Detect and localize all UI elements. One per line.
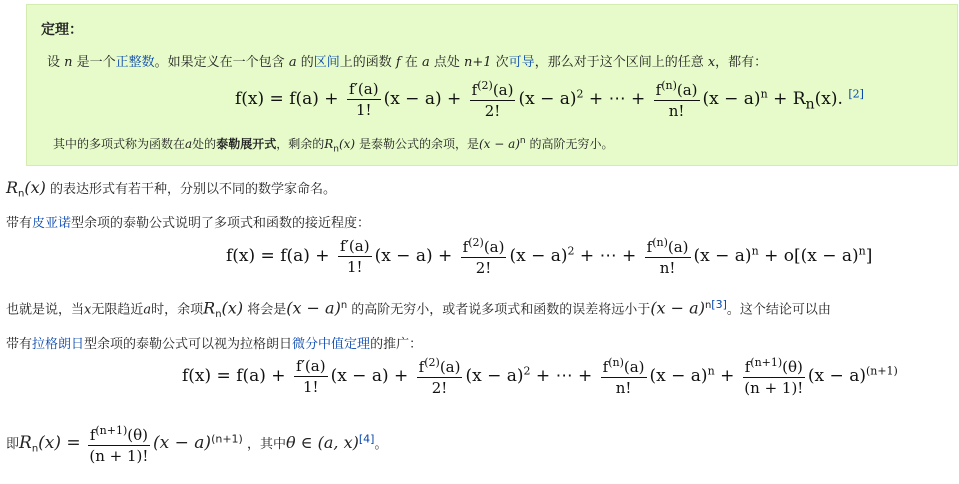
para-lagrange-remainder bbox=[6, 424, 387, 465]
denominator: 2! bbox=[431, 379, 448, 397]
ref-link[interactable]: [3] bbox=[711, 298, 727, 311]
note-rn-arg: (x) bbox=[338, 137, 356, 151]
theorem-title bbox=[41, 19, 83, 39]
term: (x − a) bbox=[518, 89, 577, 109]
para-text: 即 bbox=[6, 437, 20, 452]
numerator bbox=[601, 356, 647, 378]
fraction bbox=[417, 356, 463, 397]
link-interval[interactable]: 区间 bbox=[313, 55, 340, 70]
link-differentiable[interactable]: 可导 bbox=[508, 55, 535, 70]
denominator: n! bbox=[668, 102, 685, 120]
rn-arg: (x) bbox=[24, 178, 46, 197]
denominator: 2! bbox=[475, 259, 492, 277]
para-meaning bbox=[6, 298, 831, 320]
dots: + ⋯ + bbox=[588, 89, 646, 109]
little-o-term: + o[(x − a) bbox=[764, 246, 859, 266]
condition: θ ∈ (a, x) bbox=[286, 433, 359, 452]
intro-text: 在 bbox=[400, 55, 422, 70]
theorem-box bbox=[26, 4, 958, 166]
num-arg: (a) bbox=[676, 81, 698, 99]
num-f: f bbox=[89, 426, 96, 444]
link-positive-integer[interactable]: 正整数 bbox=[115, 55, 155, 70]
fraction bbox=[294, 357, 328, 396]
exponent: 2 bbox=[523, 364, 531, 378]
power-sup: n bbox=[340, 300, 348, 311]
para-text: 将会是 bbox=[243, 302, 287, 318]
term: (x − a) bbox=[693, 246, 752, 266]
num-arg: (a) bbox=[667, 238, 689, 256]
intro-text: 是一个 bbox=[72, 55, 116, 70]
rn-sub: n bbox=[215, 308, 222, 320]
exponent: 2 bbox=[567, 244, 575, 258]
fraction bbox=[470, 79, 516, 120]
para-text: 无限趋近 bbox=[91, 302, 144, 318]
num-sup: (2) bbox=[468, 236, 484, 249]
numerator bbox=[645, 236, 691, 258]
intro-text: 点处 bbox=[429, 55, 464, 70]
remainder: + R bbox=[773, 89, 806, 109]
theorem-title-text: 定理 bbox=[41, 22, 69, 38]
term: (x − a) bbox=[649, 366, 708, 386]
num-f: f bbox=[655, 81, 662, 99]
fraction bbox=[347, 80, 381, 119]
theorem-intro bbox=[47, 51, 767, 70]
fraction bbox=[645, 236, 691, 277]
formula-lhs: f(x) = f(a) + bbox=[226, 246, 330, 266]
intro-text: 次 bbox=[491, 55, 509, 70]
rn-symbol: R bbox=[6, 178, 19, 197]
denominator: (n + 1)! bbox=[89, 447, 149, 465]
intro-text: 设 bbox=[47, 55, 65, 70]
term: (x − a) bbox=[509, 246, 568, 266]
denominator: 2! bbox=[484, 102, 501, 120]
para-text: ，其中 bbox=[246, 437, 286, 452]
para-text: 的推广： bbox=[370, 337, 423, 352]
note-text: 处的 bbox=[192, 137, 217, 151]
denominator: 1! bbox=[346, 258, 363, 276]
var-x: x bbox=[84, 302, 92, 318]
denominator: n! bbox=[615, 379, 632, 397]
note-rn: R bbox=[324, 137, 334, 151]
numerator bbox=[654, 79, 700, 101]
denominator: (n + 1)! bbox=[744, 379, 804, 397]
link-peano[interactable]: 皮亚诺 bbox=[32, 216, 72, 231]
para-text: 带有 bbox=[6, 337, 33, 352]
formula-taylor-remainder bbox=[235, 79, 864, 120]
para-text: 。 bbox=[374, 437, 388, 452]
plus: + bbox=[720, 366, 735, 386]
num-arg: (a) bbox=[483, 238, 505, 256]
intro-text: ，都有： bbox=[715, 55, 768, 70]
intro-text: 上的函数 bbox=[339, 55, 396, 70]
term: (x − a) + bbox=[383, 89, 462, 109]
para-remainder-forms bbox=[6, 178, 336, 200]
denominator: 1! bbox=[302, 378, 319, 396]
num-arg: (θ) bbox=[127, 426, 149, 444]
intro-var-a: a bbox=[288, 55, 297, 70]
term: (x − a) bbox=[153, 433, 212, 453]
numerator bbox=[417, 356, 463, 378]
para-text: 时，余项 bbox=[151, 302, 204, 318]
link-mean-value-theorem[interactable]: 微分中值定理 bbox=[292, 337, 371, 352]
para-text: 型余项的泰勒公式可以视为拉格朗日 bbox=[84, 337, 293, 352]
remainder-arg: (x). bbox=[814, 89, 843, 109]
numerator bbox=[743, 356, 805, 378]
ref-link[interactable]: [4] bbox=[358, 432, 375, 446]
num-sup: (n) bbox=[661, 79, 677, 92]
exponent: n bbox=[751, 244, 759, 258]
formula-peano bbox=[226, 236, 872, 277]
note-rn-sub: n bbox=[333, 144, 339, 155]
rn-symbol: R bbox=[203, 298, 216, 318]
para-text: 的表达形式有若干种，分别以不同的数学家命名。 bbox=[45, 182, 337, 197]
term: (x − a) + bbox=[374, 246, 453, 266]
formula-lagrange bbox=[182, 356, 898, 397]
num-f: f bbox=[418, 358, 425, 376]
exponent: n bbox=[760, 87, 768, 101]
num-sup: (2) bbox=[424, 356, 440, 369]
intro-var-n1: n+1 bbox=[463, 55, 492, 70]
num-sup: (n) bbox=[652, 236, 668, 249]
para-text: 带有 bbox=[6, 216, 33, 231]
power-term: (x − a) bbox=[650, 298, 705, 318]
var-a: a bbox=[143, 302, 152, 318]
num-sup: (n) bbox=[608, 356, 624, 369]
exponent: (n+1) bbox=[211, 432, 243, 446]
rn-arg: (x) bbox=[221, 298, 244, 318]
bracket-close: ] bbox=[865, 246, 873, 266]
exponent: 2 bbox=[576, 87, 584, 101]
term: (x − a) bbox=[465, 366, 524, 386]
para-peano bbox=[6, 212, 370, 231]
note-text: 的高阶无穷小。 bbox=[525, 137, 614, 151]
num-f: f bbox=[462, 238, 469, 256]
fraction bbox=[461, 236, 507, 277]
power-term: (x − a) bbox=[286, 298, 341, 318]
numerator bbox=[470, 79, 516, 101]
rn-sub: n bbox=[31, 443, 39, 455]
rn-sub: n bbox=[18, 188, 25, 200]
theorem-title-colon: ： bbox=[69, 22, 83, 38]
remainder-sub: n bbox=[805, 96, 815, 113]
exponent: n bbox=[858, 244, 866, 258]
num-sup: (n+1) bbox=[95, 424, 128, 437]
intro-var-n: n bbox=[64, 55, 73, 70]
num-f: f bbox=[744, 358, 751, 376]
note-var-a: a bbox=[185, 137, 193, 151]
note-bold-term: 泰勒展开式 bbox=[216, 137, 277, 151]
num-f: f bbox=[646, 238, 653, 256]
numerator bbox=[88, 424, 150, 446]
num-sup: (n+1) bbox=[750, 356, 783, 369]
fraction bbox=[654, 79, 700, 120]
intro-var-a: a bbox=[421, 55, 430, 70]
note-text: 其中的多项式称为函数在 bbox=[53, 137, 186, 151]
fraction bbox=[601, 356, 647, 397]
intro-var-f: f bbox=[395, 55, 401, 70]
num-f: f bbox=[602, 358, 609, 376]
link-lagrange[interactable]: 拉格朗日 bbox=[32, 337, 85, 352]
note-text: 是泰勒公式的余项，是 bbox=[355, 137, 479, 151]
numerator: f′(a) bbox=[348, 80, 379, 98]
para-text: 型余项的泰勒公式说明了多项式和函数的接近程度： bbox=[71, 216, 371, 231]
note-power: (x − a) bbox=[478, 137, 520, 151]
formula-lhs: f(x) = f(a) + bbox=[182, 366, 286, 386]
num-arg: (a) bbox=[439, 358, 461, 376]
fraction bbox=[338, 237, 372, 276]
fraction bbox=[743, 356, 805, 397]
num-arg: (a) bbox=[623, 358, 645, 376]
denominator: 1! bbox=[355, 101, 372, 119]
rn-arg: (x) = bbox=[38, 433, 81, 453]
intro-text: 。如果定义在一个包含 bbox=[154, 55, 289, 70]
intro-text: ，那么对于这个区间上的任意 bbox=[534, 55, 708, 70]
ref-link[interactable]: [2] bbox=[848, 87, 864, 101]
formula-lhs: f(x) = f(a) + bbox=[235, 89, 339, 109]
para-text: 的高阶无穷小，或者说多项式和函数的误差将远小于 bbox=[347, 302, 651, 318]
denominator: n! bbox=[659, 259, 676, 277]
exponent: n bbox=[707, 364, 715, 378]
note-power-sup: n bbox=[519, 136, 526, 146]
intro-var-x: x bbox=[707, 55, 716, 70]
para-text: 也就是说，当 bbox=[6, 302, 85, 318]
num-sup: (2) bbox=[477, 79, 493, 92]
numerator: f′(a) bbox=[295, 357, 326, 375]
exponent: (n+1) bbox=[865, 364, 898, 378]
term: (x − a) + bbox=[330, 366, 409, 386]
numerator bbox=[461, 236, 507, 258]
numerator: f′(a) bbox=[339, 237, 370, 255]
para-lagrange bbox=[6, 333, 422, 352]
num-arg: (θ) bbox=[782, 358, 803, 376]
power-sup: n bbox=[704, 300, 712, 311]
intro-text: 的 bbox=[296, 55, 314, 70]
para-text: 。这个结论可以由 bbox=[726, 302, 831, 318]
num-arg: (a) bbox=[492, 81, 514, 99]
fraction bbox=[88, 424, 150, 465]
note-text: ，剩余的 bbox=[276, 137, 325, 151]
term: (x − a) bbox=[702, 89, 761, 109]
theorem-note bbox=[53, 135, 613, 154]
dots: + ⋯ + bbox=[535, 366, 593, 386]
rn-symbol: R bbox=[19, 433, 32, 453]
term: (x − a) bbox=[807, 366, 866, 386]
dots: + ⋯ + bbox=[579, 246, 637, 266]
num-f: f bbox=[471, 81, 478, 99]
